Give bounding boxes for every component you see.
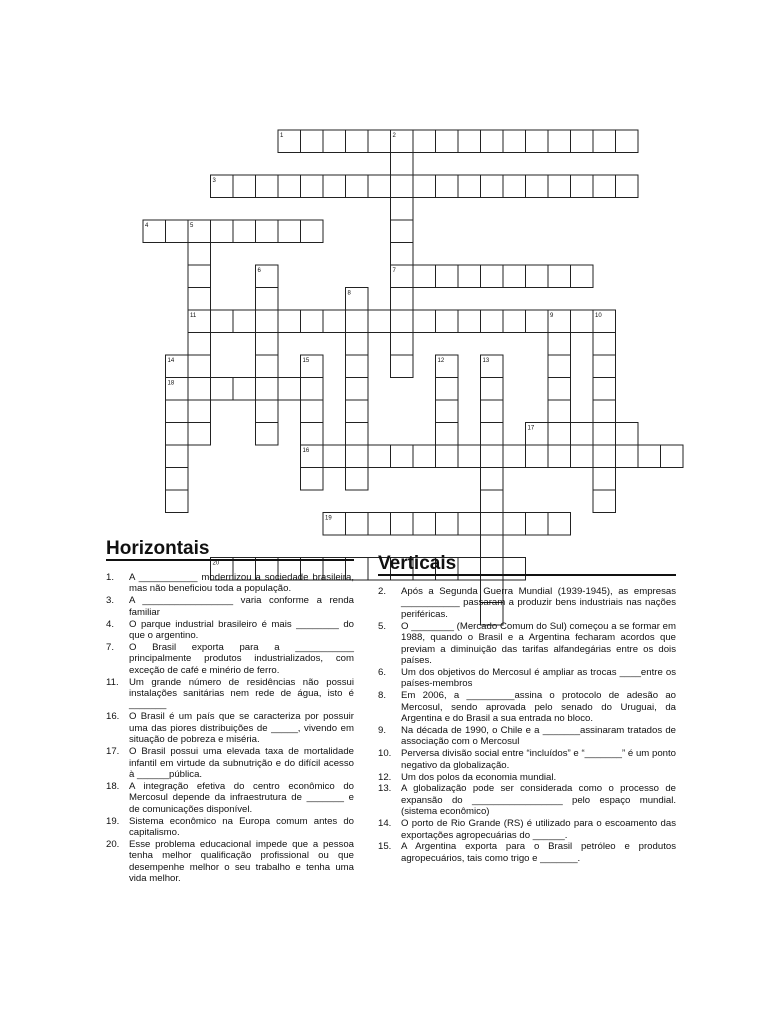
- crossword-cell[interactable]: [301, 175, 324, 198]
- clue-number: 17.: [106, 746, 120, 758]
- crossword-cell[interactable]: [166, 423, 189, 446]
- crossword-cell[interactable]: [278, 378, 301, 401]
- clue-item: [106, 816, 354, 839]
- crossword-cell[interactable]: [503, 130, 526, 153]
- crossword-cell[interactable]: [166, 468, 189, 491]
- crossword-cell[interactable]: [503, 558, 526, 581]
- crossword-cell[interactable]: [436, 423, 459, 446]
- crossword-cell[interactable]: [233, 220, 256, 243]
- crossword-cell[interactable]: [593, 378, 616, 401]
- crossword-cell[interactable]: [346, 445, 369, 468]
- crossword-cell[interactable]: [458, 558, 481, 581]
- crossword-cell[interactable]: [436, 513, 459, 536]
- clue-item: [378, 667, 676, 690]
- crossword-cell[interactable]: [481, 265, 504, 288]
- crossword-cell[interactable]: [346, 423, 369, 446]
- clue-number: 8.: [378, 690, 387, 702]
- crossword-cell[interactable]: [616, 130, 639, 153]
- clue-number-label: 9: [550, 313, 554, 319]
- crossword-cell[interactable]: [413, 445, 436, 468]
- clue-item: [106, 677, 354, 711]
- clue-text: Em 2006, a _________assina o protocolo de adesão ao Mercosul, sendo aprovada pelo senado do Uruguai, da Argentina e do Brasil a sua entrada no bloco.: [401, 690, 676, 724]
- crossword-cell[interactable]: [413, 310, 436, 333]
- crossword-cell[interactable]: [571, 445, 594, 468]
- crossword-cell[interactable]: [548, 130, 571, 153]
- crossword-cell[interactable]: [436, 400, 459, 423]
- crossword-cell[interactable]: [391, 513, 414, 536]
- clue-item: [106, 781, 354, 815]
- crossword-cell[interactable]: [301, 130, 324, 153]
- clue-item: [378, 841, 676, 864]
- clue-number: 13.: [378, 783, 392, 795]
- clue-number: 2.: [378, 586, 387, 597]
- clue-number-label: 18: [167, 380, 175, 387]
- crossword-cell[interactable]: [503, 445, 526, 468]
- clue-number: 19.: [106, 815, 120, 827]
- crossword-cell[interactable]: [391, 175, 414, 198]
- crossword-cell[interactable]: [548, 513, 571, 536]
- crossword-cell[interactable]: [211, 220, 234, 243]
- crossword-cell[interactable]: [166, 400, 189, 423]
- crossword-cell[interactable]: [548, 265, 571, 288]
- crossword-cell[interactable]: [256, 288, 279, 311]
- crossword-cell[interactable]: [391, 333, 414, 356]
- clue-item: [106, 746, 354, 780]
- clue-text: Um dos polos da economia mundial.: [401, 771, 557, 783]
- horizontal-heading: Horizontais: [106, 538, 210, 559]
- clue-number-label: 1: [280, 133, 284, 139]
- crossword-cell[interactable]: [458, 130, 481, 153]
- crossword-cell[interactable]: [256, 175, 279, 198]
- crossword-cell[interactable]: [593, 423, 616, 446]
- crossword-cell[interactable]: [346, 310, 369, 333]
- clue-number: 11.: [106, 676, 119, 688]
- crossword-cell[interactable]: [346, 378, 369, 401]
- crossword-cell[interactable]: [526, 130, 549, 153]
- clue-item: [106, 595, 354, 618]
- crossword-cell[interactable]: [571, 265, 594, 288]
- crossword-cell[interactable]: [256, 220, 279, 243]
- crossword-cell[interactable]: [458, 265, 481, 288]
- crossword-cell[interactable]: [526, 175, 549, 198]
- crossword-cell[interactable]: [413, 265, 436, 288]
- crossword-cell[interactable]: [458, 175, 481, 198]
- clue-number-label: 3: [212, 178, 216, 184]
- clue-text: A ___________ modernizou a sociedade brasileira, mas não beneficiou toda a população.: [129, 572, 354, 595]
- crossword-cell[interactable]: [571, 423, 594, 446]
- crossword-cell[interactable]: [548, 423, 571, 446]
- crossword-cell[interactable]: [413, 130, 436, 153]
- clue-item: [378, 725, 676, 748]
- clue-number: 20.: [106, 838, 120, 850]
- crossword-cell[interactable]: [166, 220, 189, 243]
- clue-item: [106, 839, 354, 885]
- clue-item: [378, 621, 676, 667]
- clue-number: 14.: [378, 818, 392, 830]
- crossword-cell[interactable]: [256, 400, 279, 423]
- clue-text: O porto de Rio Grande (RS) é utilizado para o escoamento das exportações agropecuárias do ______.: [401, 818, 676, 841]
- crossword-cell[interactable]: [256, 378, 279, 401]
- crossword-cell[interactable]: [188, 378, 211, 401]
- horizontal-divider: [106, 559, 354, 561]
- crossword-cell[interactable]: [481, 445, 504, 468]
- crossword-cell[interactable]: [481, 423, 504, 446]
- crossword-cell[interactable]: [391, 445, 414, 468]
- crossword-cell[interactable]: [503, 310, 526, 333]
- crossword-cell[interactable]: [346, 468, 369, 491]
- crossword-cell[interactable]: [278, 310, 301, 333]
- crossword-cell[interactable]: [346, 333, 369, 356]
- crossword-cell[interactable]: [571, 310, 594, 333]
- crossword-cell[interactable]: [481, 130, 504, 153]
- crossword-cell[interactable]: [301, 310, 324, 333]
- crossword-cell[interactable]: [436, 445, 459, 468]
- crossword-cell[interactable]: [233, 378, 256, 401]
- horizontal-clue-area: [106, 572, 354, 885]
- clue-item: [378, 772, 676, 783]
- clue-number: 12.: [378, 771, 392, 783]
- crossword-cell[interactable]: [391, 355, 414, 378]
- crossword-cell[interactable]: [526, 265, 549, 288]
- clue-number-label: 17: [527, 425, 535, 432]
- crossword-cell[interactable]: [301, 400, 324, 423]
- clue-item: [378, 690, 676, 724]
- crossword-cell[interactable]: [256, 423, 279, 446]
- clue-number-label: 10: [595, 313, 602, 319]
- crossword-cell[interactable]: [368, 445, 391, 468]
- clue-number-label: 8: [347, 290, 351, 297]
- crossword-cell[interactable]: [166, 490, 189, 513]
- vertical-divider: [378, 574, 676, 576]
- crossword-cell[interactable]: [323, 130, 346, 153]
- crossword-cell[interactable]: [391, 310, 414, 333]
- crossword-cell[interactable]: [481, 535, 504, 558]
- crossword-cell[interactable]: [346, 355, 369, 378]
- crossword-cell[interactable]: [323, 445, 346, 468]
- clue-text: Um grande número de residências não possui instalações sanitárias nem rede de água, isto é _______: [129, 676, 354, 711]
- crossword-cell[interactable]: [256, 310, 279, 333]
- crossword-cell[interactable]: [458, 310, 481, 333]
- crossword-cell[interactable]: [436, 378, 459, 401]
- clue-text: O Brasil possui uma elevada taxa de mortalidade infantil em virtude da subnutrição e do difícil acesso à ______pública.: [129, 746, 354, 780]
- crossword-cell[interactable]: [233, 310, 256, 333]
- clue-text: Um dos objetivos do Mercosul é ampliar as trocas ____entre os países-membros: [401, 666, 676, 690]
- crossword-cell[interactable]: [593, 130, 616, 153]
- crossword-cell[interactable]: [458, 513, 481, 536]
- crossword-cell[interactable]: [413, 175, 436, 198]
- clue-item: [106, 642, 354, 676]
- clue-text: A globalização pode ser considerada como o processo de expansão do _________________ pelo espaço mundial. (sistema econômico): [401, 783, 676, 818]
- crossword-cell[interactable]: [616, 423, 639, 446]
- clue-number-label: 20: [212, 560, 220, 567]
- crossword-cell[interactable]: [391, 243, 414, 266]
- crossword-cell[interactable]: [548, 400, 571, 423]
- clue-item: [106, 572, 354, 595]
- crossword-cell[interactable]: [481, 490, 504, 513]
- clue-text: A integração efetiva do centro econômico do Mercosul depende da infraestrutura de _______ e de comunicações disponível.: [129, 780, 354, 815]
- crossword-cell[interactable]: [188, 355, 211, 378]
- clue-item: [106, 711, 354, 745]
- clue-item: [378, 783, 676, 817]
- crossword-cell[interactable]: [436, 265, 459, 288]
- clue-number-label: 19: [325, 515, 332, 522]
- clue-number: 18.: [106, 780, 120, 792]
- crossword-cell[interactable]: [548, 355, 571, 378]
- clue-number: 9.: [378, 724, 387, 736]
- crossword-cell[interactable]: [481, 378, 504, 401]
- crossword-cell[interactable]: [481, 400, 504, 423]
- crossword-cell[interactable]: [233, 175, 256, 198]
- crossword-cell[interactable]: [413, 513, 436, 536]
- clue-number: 4.: [106, 618, 115, 630]
- crossword-cell[interactable]: [368, 310, 391, 333]
- clue-number-label: 16: [302, 448, 310, 454]
- clue-number-label: 13: [482, 358, 490, 364]
- clue-item: [106, 619, 354, 642]
- crossword-cell[interactable]: [436, 175, 459, 198]
- crossword-cell[interactable]: [323, 175, 346, 198]
- clue-item: [378, 586, 676, 620]
- crossword-cell[interactable]: [481, 175, 504, 198]
- crossword-cell[interactable]: [661, 445, 684, 468]
- clue-text: O parque industrial brasileiro é mais ________ do que o argentino.: [129, 618, 354, 642]
- crossword-cell[interactable]: [391, 220, 414, 243]
- crossword-cell[interactable]: [391, 198, 414, 221]
- crossword-cell[interactable]: [256, 333, 279, 356]
- crossword-cell[interactable]: [368, 175, 391, 198]
- crossword-cell[interactable]: [571, 175, 594, 198]
- crossword-cell[interactable]: [301, 468, 324, 491]
- crossword-cell[interactable]: [188, 400, 211, 423]
- clue-number: 3.: [106, 595, 115, 607]
- crossword-cell[interactable]: [188, 243, 211, 266]
- crossword-cell[interactable]: [593, 355, 616, 378]
- crossword-cell[interactable]: [571, 130, 594, 153]
- clue-number-label: 2: [392, 133, 396, 139]
- crossword-cell[interactable]: [368, 513, 391, 536]
- clue-text: Esse problema educacional impede que a pessoa tenha melhor qualificação profissional ou que desempenhe melhor o seu trabalho e tenha uma vida melhor.: [129, 838, 354, 885]
- crossword-cell[interactable]: [436, 130, 459, 153]
- crossword-cell[interactable]: [211, 310, 234, 333]
- crossword-cell[interactable]: [503, 265, 526, 288]
- crossword-cell[interactable]: [301, 378, 324, 401]
- crossword-cell[interactable]: [526, 310, 549, 333]
- clue-text: A _________________ varia conforme a renda familiar: [129, 595, 354, 618]
- crossword-cell[interactable]: [391, 153, 414, 176]
- crossword-cell[interactable]: [188, 288, 211, 311]
- clue-number-label: 4: [145, 223, 149, 229]
- crossword-cell[interactable]: [188, 265, 211, 288]
- crossword-cell[interactable]: [368, 130, 391, 153]
- clue-text: Após a Segunda Guerra Mundial (1939-1945), as empresas ___________ passaram a produzir bens industriais nas nações periféricas.: [401, 586, 676, 620]
- crossword-cell[interactable]: [593, 490, 616, 513]
- clue-number-label: 5: [190, 223, 194, 229]
- clue-text: O Brasil é um país que se caracteriza por possuir uma das piores distribuições de _____, vivendo em situação de pobreza e miséria.: [129, 711, 354, 746]
- crossword-cell[interactable]: [256, 355, 279, 378]
- crossword-cell[interactable]: [346, 175, 369, 198]
- clue-text: A Argentina exporta para o Brasil petróleo e produtos agropecuários, tais como trigo e _______.: [401, 841, 676, 864]
- clue-text: Na década de 1990, o Chile e a _______assinaram tratados de associação com o Mercosul: [401, 724, 676, 748]
- crossword-cell[interactable]: [593, 445, 616, 468]
- clue-number-label: 6: [257, 268, 261, 274]
- clue-text: O ________ (Mercado Comum do Sul) começou a se formar em 1988, quando o Brasil e a Argentina fecharam acordos que previam a diminuição das tarifas alfandegárias entre os dois países.: [401, 620, 676, 666]
- crossword-cell[interactable]: [548, 445, 571, 468]
- crossword-cell[interactable]: [301, 220, 324, 243]
- crossword-cell[interactable]: [593, 400, 616, 423]
- clue-item: [378, 818, 676, 841]
- crossword-cell[interactable]: [436, 310, 459, 333]
- crossword-cell[interactable]: [211, 378, 234, 401]
- clue-number: 15.: [378, 841, 392, 853]
- clue-text: Perversa divisão social entre “incluídos” e “_______” é um ponto negativo da globalização.: [401, 748, 676, 771]
- crossword-cell[interactable]: [593, 468, 616, 491]
- clue-text: O Brasil exporta para a ___________ principalmente produtos industrializados, com exceção de café e minério de ferro.: [129, 641, 354, 676]
- crossword-cell[interactable]: [503, 513, 526, 536]
- crossword-cell[interactable]: [593, 175, 616, 198]
- crossword-cell[interactable]: [346, 513, 369, 536]
- crossword-cell[interactable]: [526, 513, 549, 536]
- clue-number: 7.: [106, 641, 115, 653]
- crossword-cell[interactable]: [638, 445, 661, 468]
- crossword-cell[interactable]: [548, 175, 571, 198]
- crossword-cell[interactable]: [481, 468, 504, 491]
- clue-number: 5.: [378, 620, 387, 632]
- crossword-cell[interactable]: [323, 310, 346, 333]
- crossword-cell[interactable]: [346, 130, 369, 153]
- crossword-cell[interactable]: [481, 558, 504, 581]
- clue-number: 10.: [378, 748, 392, 760]
- crossword-cell[interactable]: [346, 400, 369, 423]
- clue-number-label: 12: [437, 358, 445, 364]
- crossword-cell[interactable]: [593, 333, 616, 356]
- clue-number-label: 14: [167, 358, 175, 364]
- crossword-cell[interactable]: [188, 333, 211, 356]
- crossword-cell[interactable]: [278, 220, 301, 243]
- clue-item: [378, 748, 676, 771]
- crossword-cell[interactable]: [188, 423, 211, 446]
- crossword-cell[interactable]: [166, 445, 189, 468]
- crossword-cell[interactable]: [458, 445, 481, 468]
- crossword-cell[interactable]: [548, 378, 571, 401]
- crossword-cell[interactable]: [616, 175, 639, 198]
- crossword-cell[interactable]: [616, 445, 639, 468]
- crossword-cell[interactable]: [391, 288, 414, 311]
- crossword-cell[interactable]: [526, 445, 549, 468]
- crossword-cell[interactable]: [278, 175, 301, 198]
- clue-number-label: 11: [190, 313, 197, 319]
- crossword-cell[interactable]: [481, 310, 504, 333]
- crossword-cell[interactable]: [481, 513, 504, 536]
- crossword-cell[interactable]: [301, 423, 324, 446]
- horizontal-clue-list: [106, 572, 354, 885]
- crossword-cell[interactable]: [503, 175, 526, 198]
- clue-number: 16.: [106, 711, 120, 723]
- clue-number: 1.: [106, 572, 115, 583]
- vertical-clue-list: [378, 586, 676, 865]
- clue-number: 6.: [378, 666, 387, 678]
- clue-number-label: 7: [392, 268, 396, 274]
- clue-text: Sistema econômico na Europa comum antes do capitalismo.: [129, 815, 354, 838]
- vertical-heading: Verticais: [378, 553, 457, 574]
- clue-number-label: 15: [302, 358, 310, 364]
- crossword-cell[interactable]: [548, 333, 571, 356]
